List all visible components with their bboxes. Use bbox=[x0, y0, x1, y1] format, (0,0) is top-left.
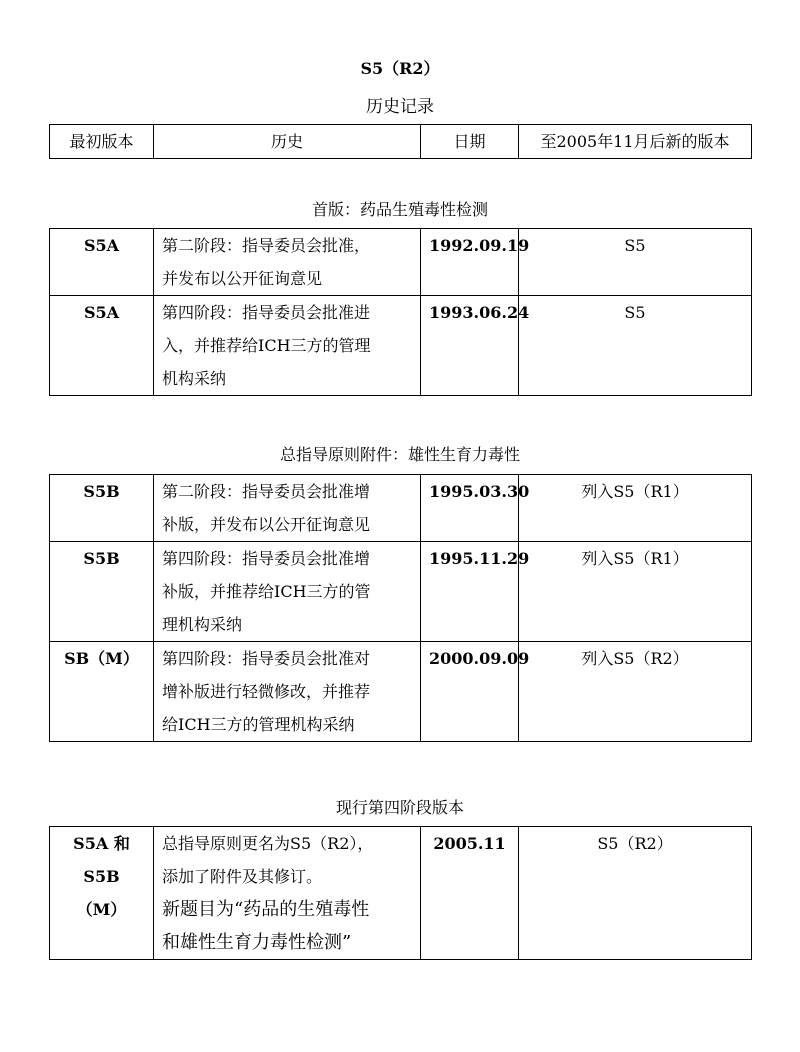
original-version-cell: S5B bbox=[50, 475, 154, 542]
table-row bbox=[50, 296, 752, 396]
history-line: 并发布以公开征询意见 bbox=[162, 269, 323, 288]
history-line: 第四阶段：指导委员会批准对 bbox=[162, 649, 371, 668]
table-row bbox=[50, 542, 752, 642]
history-line: 第四阶段：指导委员会批准进 bbox=[162, 303, 371, 322]
table-row bbox=[50, 475, 752, 542]
date-cell: 1992.09.19 bbox=[421, 229, 519, 296]
document-title: S5（R2） bbox=[360, 59, 440, 78]
section-heading-annex: 总指导原则附件：雄性生育力毒性 bbox=[279, 445, 520, 464]
history-line: 补版，并发布以公开征询意见 bbox=[162, 515, 371, 534]
section-heading-first-edition: 首版：药品生殖毒性检测 bbox=[311, 200, 488, 219]
header-original-version: 最初版本 bbox=[50, 125, 154, 159]
history-cell bbox=[154, 296, 421, 396]
history-cell bbox=[154, 542, 421, 642]
history-line: 给ICH三方的管理机构采纳 bbox=[162, 715, 355, 734]
history-cell bbox=[154, 475, 421, 542]
new-version-cell: 列入S5（R1） bbox=[519, 475, 752, 542]
code-line: S5A 和S5B bbox=[73, 834, 130, 886]
header-date: 日期 bbox=[421, 125, 519, 159]
history-line: 入，并推荐给ICH三方的管理 bbox=[162, 336, 371, 355]
date-cell: 1995.11.29 bbox=[421, 542, 519, 642]
new-version-cell: S5 bbox=[519, 296, 752, 396]
header-row bbox=[50, 125, 752, 159]
history-cell bbox=[154, 827, 421, 960]
history-header-table bbox=[49, 124, 752, 159]
date-cell: 1993.06.24 bbox=[421, 296, 519, 396]
history-line: 新题目为“药品的生殖毒性 bbox=[162, 899, 370, 920]
history-line: 第四阶段：指导委员会批准增 bbox=[162, 549, 371, 568]
new-version-cell: S5 bbox=[519, 229, 752, 296]
section-table-annex bbox=[49, 474, 752, 742]
table-row bbox=[50, 827, 752, 960]
history-line: 增补版进行轻微修改，并推荐 bbox=[162, 682, 371, 701]
code-line: （M） bbox=[76, 900, 127, 919]
history-line: 总指导原则更名为S5（R2）， bbox=[162, 834, 374, 853]
history-line: 补版，并推荐给ICH三方的管 bbox=[162, 582, 371, 601]
section-table-current-version bbox=[49, 826, 752, 960]
history-line: 第二阶段：指导委员会批准， bbox=[162, 236, 371, 255]
history-line: 第二阶段：指导委员会批准增 bbox=[162, 482, 371, 501]
new-version-cell: 列入S5（R2） bbox=[519, 642, 752, 742]
table-row bbox=[50, 642, 752, 742]
original-version-cell: S5A bbox=[50, 229, 154, 296]
section-table-first-edition bbox=[49, 228, 752, 396]
header-history: 历史 bbox=[154, 125, 421, 159]
original-version-cell: SB（M） bbox=[50, 642, 154, 742]
date-cell: 2000.09.09 bbox=[421, 642, 519, 742]
new-version-cell: 列入S5（R1） bbox=[519, 542, 752, 642]
history-cell bbox=[154, 229, 421, 296]
original-version-cell: S5B bbox=[50, 542, 154, 642]
original-version-cell bbox=[50, 827, 154, 960]
section-heading-current-version: 现行第四阶段版本 bbox=[335, 798, 464, 817]
header-new-version: 至2005年11月后新的版本 bbox=[519, 125, 752, 159]
document-subtitle: 历史记录 bbox=[366, 97, 434, 117]
history-line: 理机构采纳 bbox=[162, 615, 243, 634]
new-version-cell: S5（R2） bbox=[519, 827, 752, 960]
original-version-cell: S5A bbox=[50, 296, 154, 396]
date-cell: 2005.11 bbox=[421, 827, 519, 960]
date-cell: 1995.03.30 bbox=[421, 475, 519, 542]
history-line: 机构采纳 bbox=[162, 369, 227, 388]
history-line: 添加了附件及其修订。 bbox=[162, 867, 323, 886]
history-cell bbox=[154, 642, 421, 742]
table-row bbox=[50, 229, 752, 296]
history-line: 和雄性生育力毒性检测” bbox=[162, 932, 352, 953]
